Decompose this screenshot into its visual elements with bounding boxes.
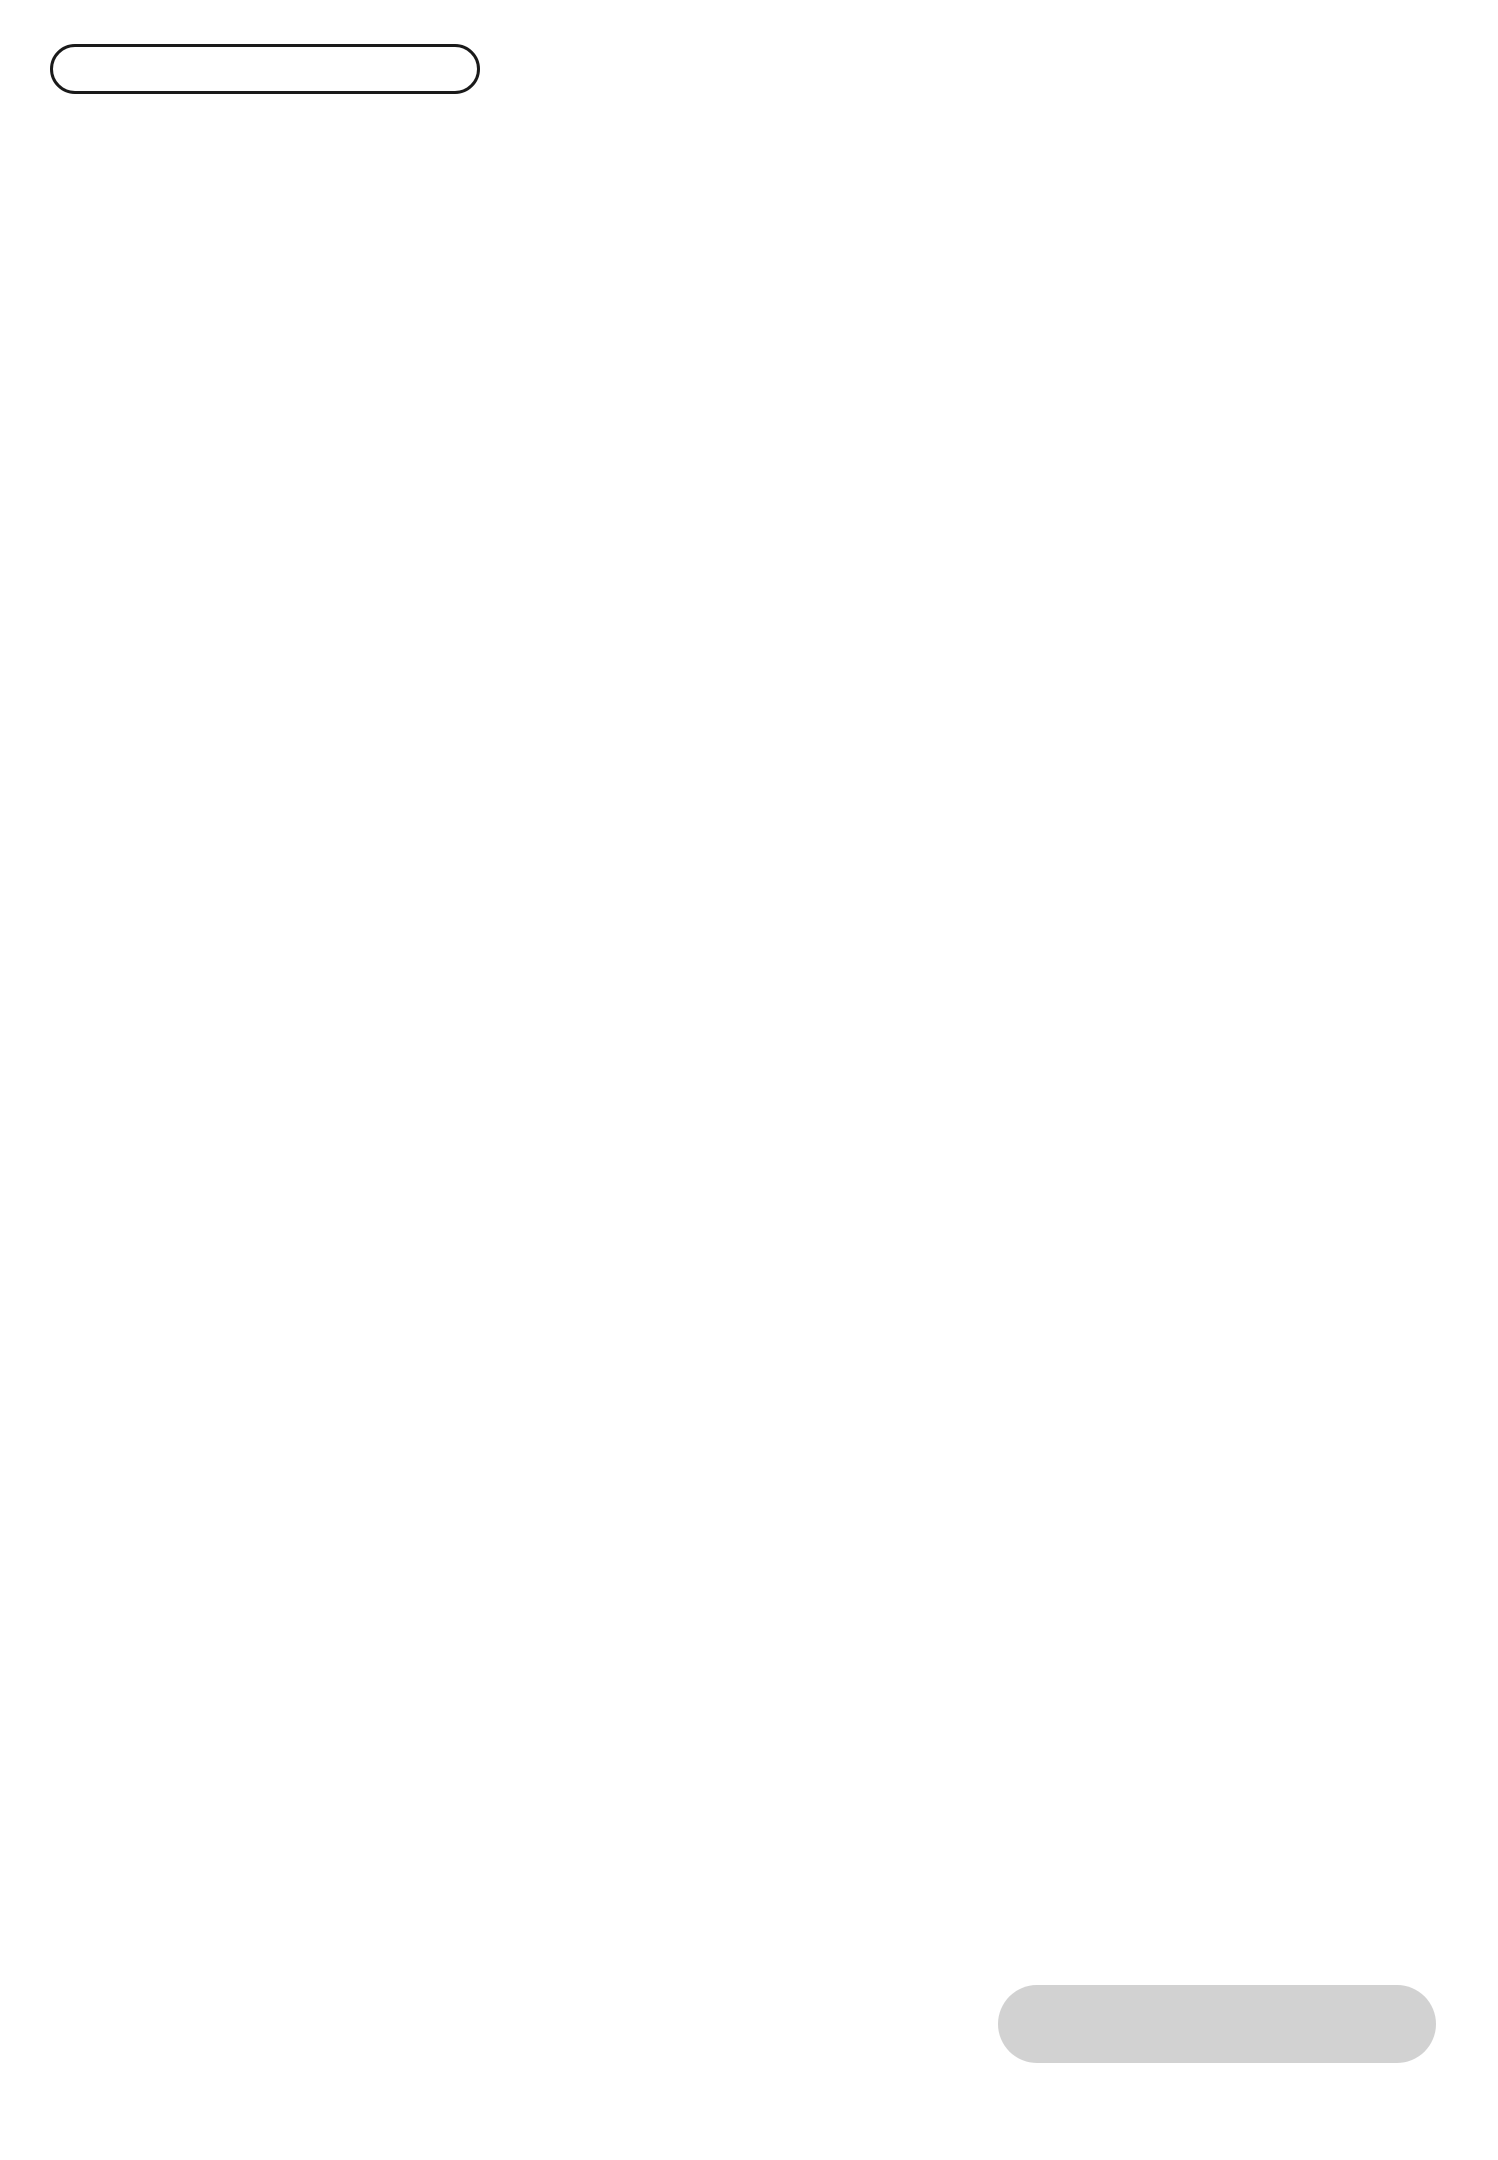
section-tab (50, 44, 480, 94)
bottom-dot-rule (0, 2078, 1498, 2124)
column-3 (993, 188, 1425, 2068)
column-2 (527, 188, 959, 2068)
letters-contact-box (998, 1985, 1436, 2063)
column-1 (62, 188, 494, 2068)
